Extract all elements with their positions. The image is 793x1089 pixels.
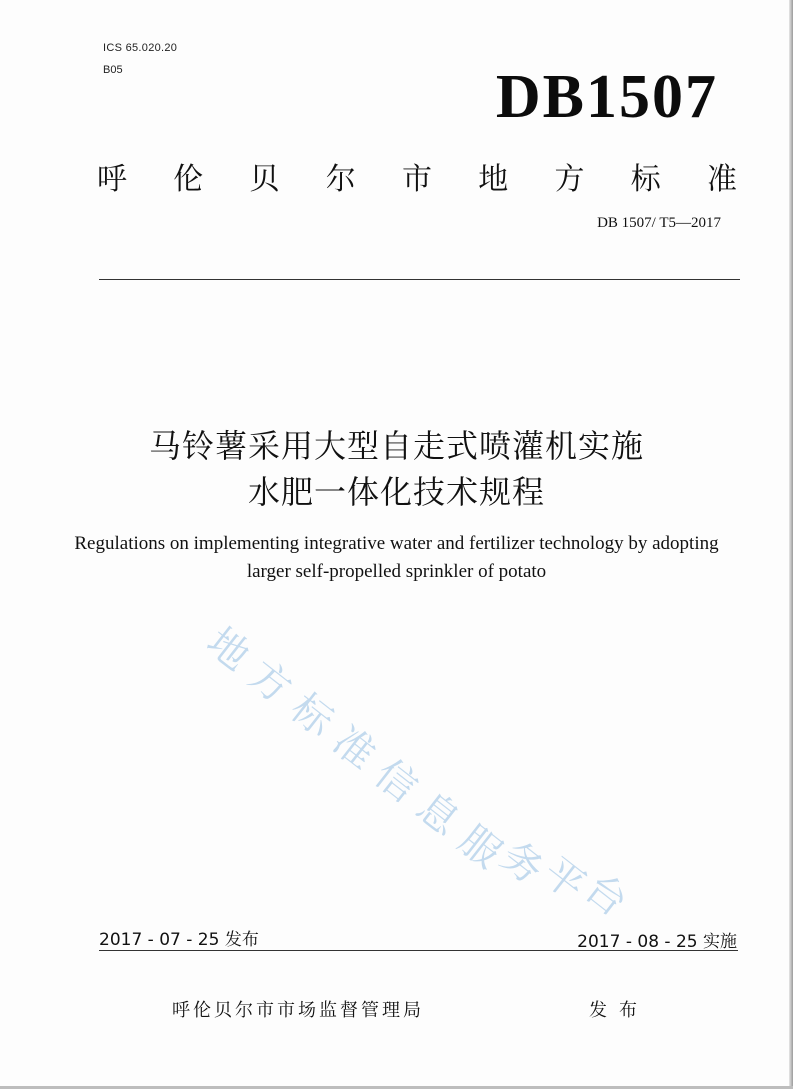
standard-type-char: 呼 (97, 162, 127, 197)
standard-type-char: 伦 (173, 162, 204, 197)
watermark-char: 台 (575, 864, 636, 926)
watermark-char: 务 (491, 832, 552, 894)
ccs-code: B05 (103, 64, 123, 76)
standard-type-char: 地 (478, 162, 509, 197)
standard-type-char: 尔 (325, 162, 356, 197)
title-en-line1: Regulations on implementing integrative water and fertilizer technology by adopting (74, 533, 719, 554)
standard-type-char: 准 (707, 162, 737, 197)
standard-type-char: 标 (630, 162, 661, 197)
issue-date: 2017 - 07 - 25 发布 (99, 930, 259, 950)
ics-code: ICS 65.020.20 (103, 42, 178, 54)
watermark-char: 平 (533, 848, 594, 910)
watermark-char: 标 (281, 684, 342, 746)
standard-type-char: 市 (402, 162, 432, 197)
standard-type (97, 154, 737, 198)
title-zh-line2: 水肥一体化技术规程 (247, 473, 545, 511)
title-en-line2: larger self-propelled sprinkler of potato (246, 561, 547, 582)
watermark (197, 618, 670, 926)
db-code: DB1507 (495, 63, 718, 131)
issuing-authority: 呼伦贝尔市市场监督管理局 (172, 1000, 424, 1021)
watermark-char: 准 (323, 717, 384, 779)
standard-type-char: 贝 (249, 162, 280, 197)
standard-type-char: 方 (554, 162, 585, 197)
title-zh-line1: 马铃薯采用大型自走式喷灌机实施 (148, 427, 644, 465)
publish-label: 发布 (589, 1000, 649, 1021)
bottom-divider (99, 950, 738, 951)
watermark-char: 地 (197, 618, 258, 680)
watermark-char: 服 (449, 816, 510, 878)
watermark-char: 方 (239, 651, 300, 713)
top-divider (99, 279, 740, 280)
standard-number: DB 1507/ T5—2017 (597, 215, 721, 231)
watermark-char: 息 (407, 783, 468, 845)
implementation-date: 2017 - 08 - 25 实施 (577, 932, 737, 952)
watermark-char: 信 (365, 750, 426, 812)
